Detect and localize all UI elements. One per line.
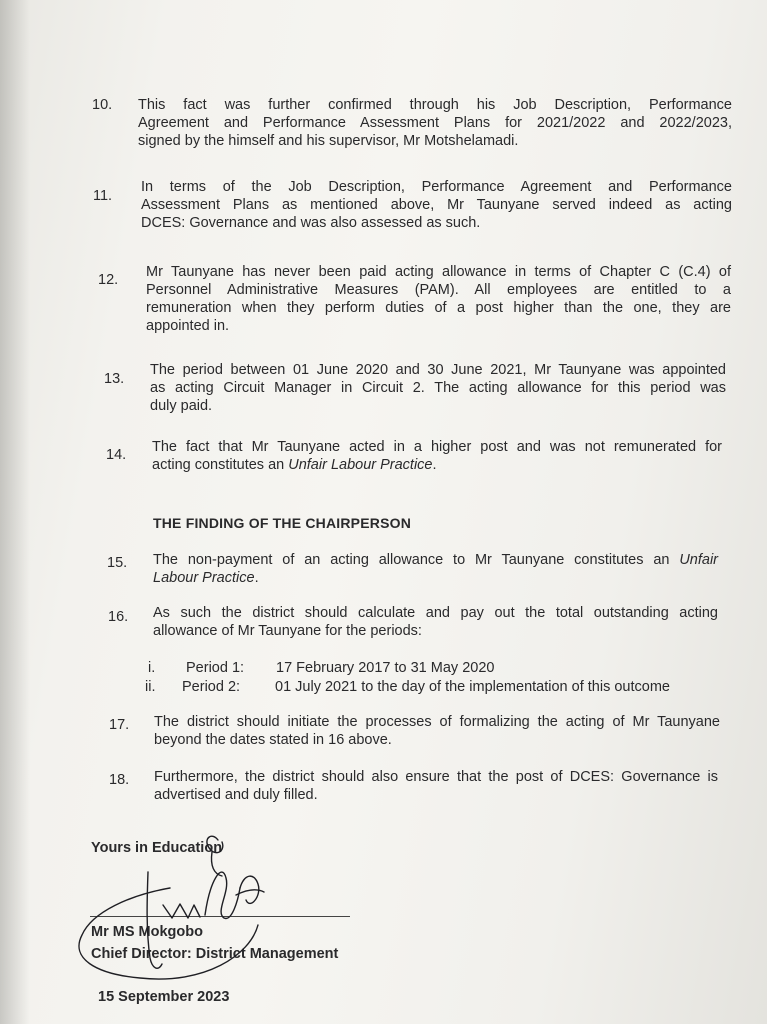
paragraph-text: The non-payment of an acting allowance to Mr Taunyane constitutes an Unfair Labour Practice. (153, 552, 718, 586)
paragraph-text: This fact was further confirmed through his Job Description, Performance Agreement and Performance Assessment Plans for 2021/2022 and 2022/2023, signed by the himself and his supervisor, Mr Motshelamadi. (138, 97, 732, 149)
paragraph-number: 14. (106, 447, 127, 463)
paragraph-text: The district should initiate the processes of formalizing the acting of Mr Taunyane beyond the dates stated in 16 above. (154, 714, 720, 748)
paragraph-text: The fact that Mr Taunyane acted in a higher post and was not remunerated for acting constitutes an Unfair Labour Practice. (152, 439, 722, 473)
period-value: 01 July 2021 to the day of the implementation of this outcome (275, 679, 670, 695)
period-value: 17 February 2017 to 31 May 2020 (276, 660, 495, 676)
section-heading: THE FINDING OF THE CHAIRPERSON (153, 515, 412, 531)
signatory-title: Chief Director: District Management (91, 946, 339, 962)
salutation: Yours in Education (91, 840, 223, 856)
paragraph-number: 17. (109, 717, 130, 733)
paragraph-number: 10. (92, 97, 113, 113)
period-label: Period 2: (182, 679, 241, 695)
paragraph-number: 15. (107, 555, 128, 571)
period-roman: ii. (145, 679, 156, 695)
paragraph-number: 13. (104, 371, 125, 387)
paragraph-text: The period between 01 June 2020 and 30 June 2021, Mr Taunyane was appointed as acting Circuit Manager in Circuit 2. The acting allowance for this period was duly paid. (150, 362, 726, 414)
paragraph-text: Mr Taunyane has never been paid acting allowance in terms of Chapter C (C.4) of Personnel Administrative Measures (PAM). All employees are entitled to a remuneration when they perform duties of a post higher than the one, they are appointed in. (146, 264, 731, 334)
period-label: Period 1: (186, 660, 245, 676)
paragraph-text: As such the district should calculate and pay out the total outstanding acting allowance of Mr Taunyane for the periods: (153, 605, 718, 639)
paragraph-number: 16. (108, 609, 129, 625)
paragraph-number: 11. (93, 188, 113, 204)
paragraph-number: 18. (109, 772, 130, 788)
paragraph-text: Furthermore, the district should also ensure that the post of DCES: Governance is advertised and duly filled. (154, 769, 718, 803)
signatory-name: Mr MS Mokgobo (91, 924, 203, 940)
paragraph-number: 12. (98, 272, 119, 288)
paragraph-text: In terms of the Job Description, Performance Agreement and Performance Assessment Plans as mentioned above, Mr Taunyane served indeed as acting DCES: Governance and was also assessed as such. (141, 179, 732, 231)
period-roman: i. (148, 660, 156, 676)
document-date: 15 September 2023 (98, 989, 230, 1005)
